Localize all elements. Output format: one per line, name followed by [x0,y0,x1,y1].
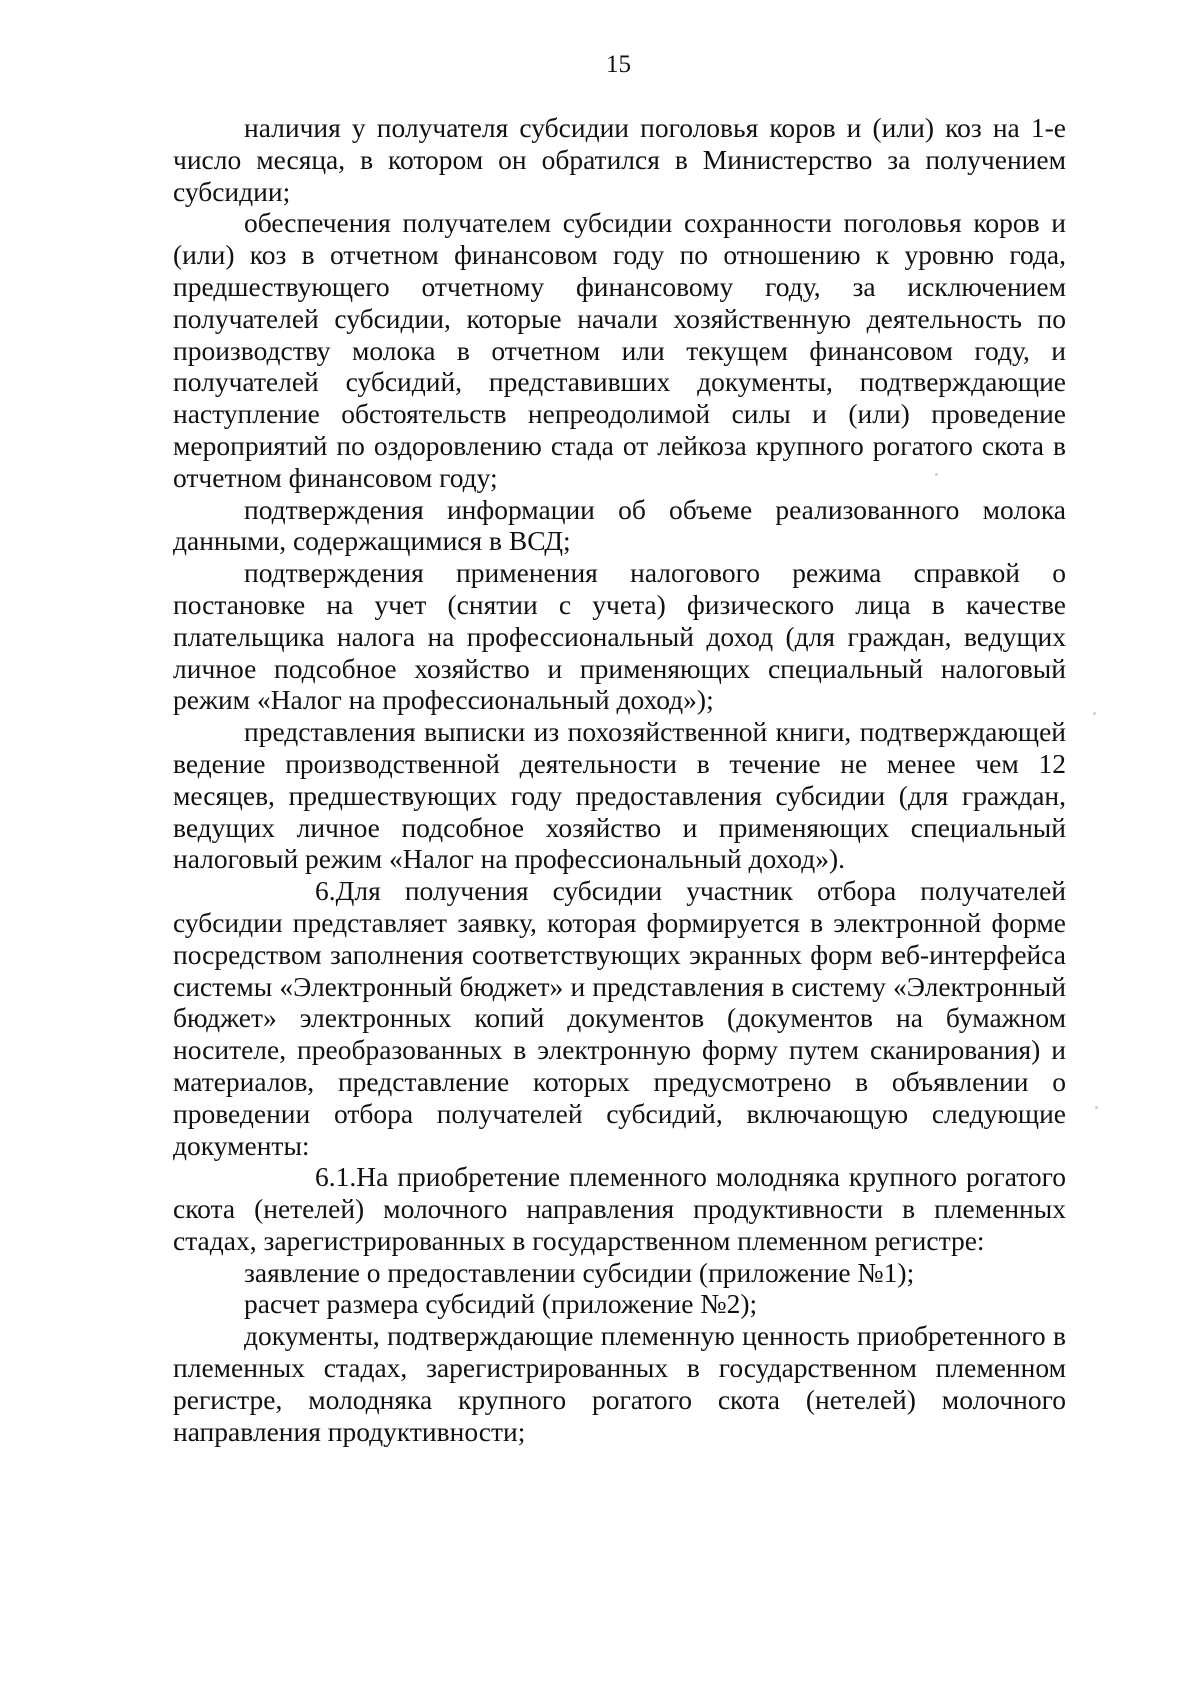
section-text: Для получения субсидии участник отбора получателей субсидии представляет заявку, которая формируется в электронной форме посредством заполнения соответствующих экранных форм веб-интерфейса системы «Электронный бюджет» и представления в систему «Электронный бюджет» электронных копий документов (документов на бумажном носителе, преобразованных в электронную форму путем сканирования) и материалов, представление которых предусмотрено в объявлении о проведении отбора получателей субсидий, включающую следующие документы: [173,875,1066,1161]
scan-speck [935,473,938,476]
section-number: 6. [315,875,336,907]
paragraph: подтверждения информации об объеме реализованного молока данными, содержащимися в ВСД; [173,493,1066,557]
scan-speck [1093,712,1096,715]
section-6-paragraph [173,875,1066,1161]
list-item: заявление о предоставлении субсидии (приложение №1); [244,1256,915,1288]
section-number: 6.1. [315,1161,357,1193]
page-number: 15 [606,51,631,78]
list-item: документы, подтверждающие племенную ценность приобретенного в племенных стадах, зарегистрированных в государственном племенном регистре, молодняка крупного рогатого скота (нетелей) молочного направления продуктивности; [173,1320,1066,1447]
section-6-1-paragraph [173,1161,1066,1256]
document-body [173,112,1066,1447]
section-text: На приобретение племенного молодняка крупного рогатого скота (нетелей) молочного направления продуктивности в племенных стадах, зарегистрированных в государственном племенном регистре: [173,1161,1066,1256]
paragraph: подтверждения применения налогового режима справкой о постановке на учет (снятии с учета) физического лица в качестве плательщика налога на профессиональный доход (для граждан, ведущих личное подсобное хозяйство и применяющих специальный налоговый режим «Налог на профессиональный доход»); [173,557,1066,716]
paragraph: наличия у получателя субсидии поголовья коров и (или) коз на 1-е число месяца, в котором он обратился в Министерство за получением субсидии; [173,112,1066,207]
paragraph: представления выписки из похозяйственной книги, подтверждающей ведение производственной деятельности в течение не менее чем 12 месяцев, предшествующих году предоставления субсидии (для граждан, ведущих личное подсобное хозяйство и применяющих специальный налоговый режим «Налог на профессиональный доход»). [173,716,1066,875]
list-item: расчет размера субсидий (приложение №2); [244,1288,758,1320]
paragraph: обеспечения получателем субсидии сохранности поголовья коров и (или) коз в отчетном финансовом году по отношению к уровню года, предшествующего отчетному финансовому году, за исключением получателей субсидии, которые начали хозяйственную деятельность по производству молока в отчетном или текущем финансовом году, и получателей субсидий, представивших документы, подтверждающие наступление обстоятельств непреодолимой силы и (или) проведение мероприятий по оздоровлению стада от лейкоза крупного рогатого скота в отчетном финансовом году; [173,207,1066,493]
scan-speck [1095,1106,1098,1109]
